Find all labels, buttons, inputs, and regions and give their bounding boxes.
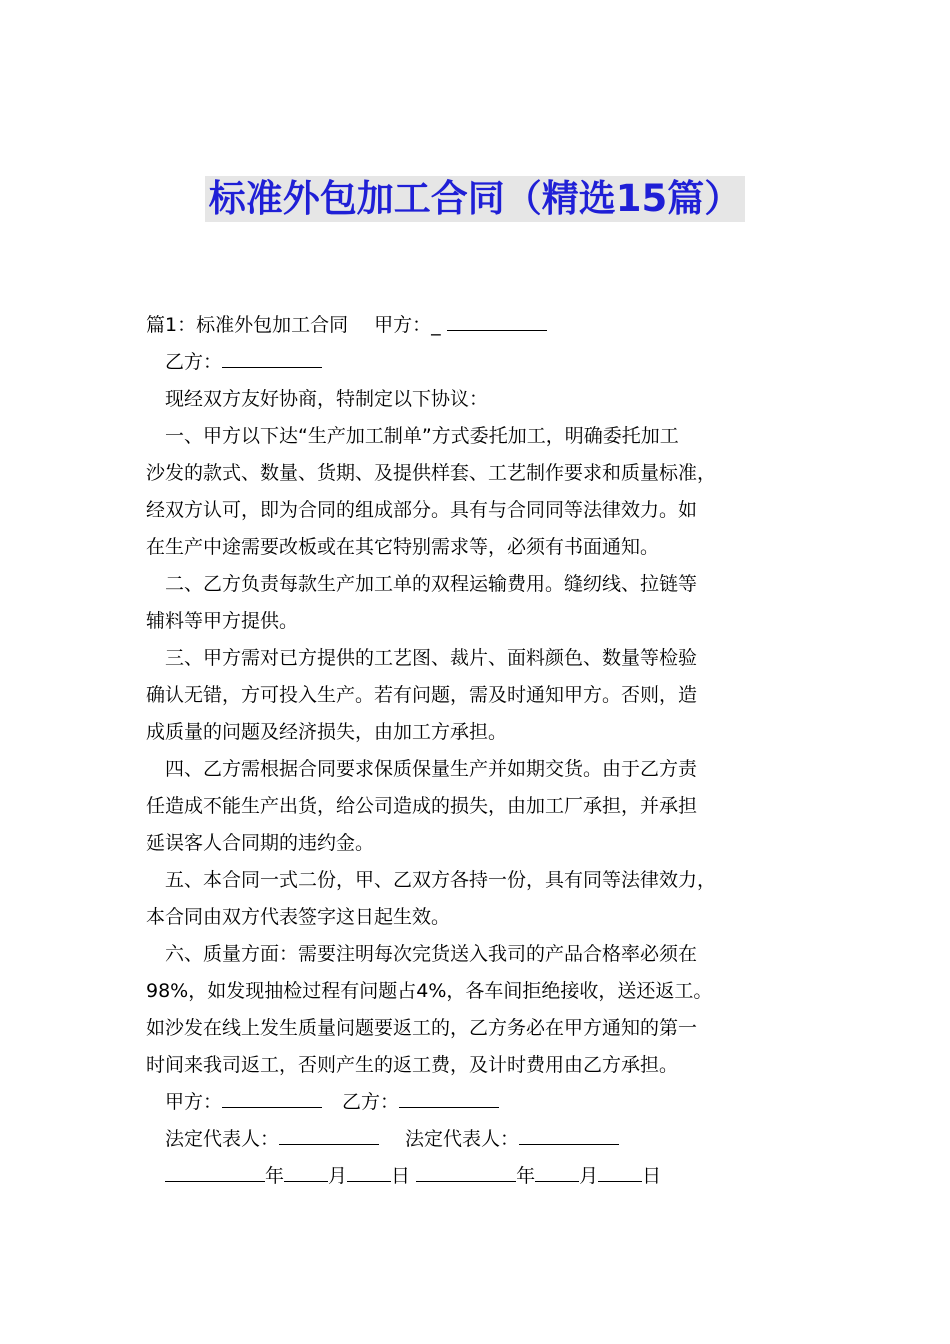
party-a-prefix: _: [431, 314, 441, 336]
rep-b-blank: [519, 1122, 619, 1145]
signature-date-line: [146, 1158, 810, 1195]
date-b-day-blank: [598, 1159, 642, 1182]
clause-1-line-1: 一、甲方以下达“生产加工制单”方式委托加工，明确委托加工: [165, 425, 679, 447]
party-b-line: [146, 344, 810, 381]
rep-a-label: 法定代表人：: [165, 1128, 280, 1150]
clause-1-line-2: 沙发的款式、数量、货期、及提供样套、工艺制作要求和质量标准，: [146, 462, 717, 484]
clause-1-line-3: 经双方认可，即为合同的组成部分。具有与合同同等法律效力。如: [146, 499, 698, 521]
contract-body: [146, 307, 810, 1195]
signature-parties-line: [146, 1084, 810, 1121]
clause-1-line-4: 在生产中途需要改板或在其它特别需求等，必须有书面通知。: [146, 536, 660, 558]
signature-reps-line: [146, 1121, 810, 1158]
date-b-month-label: 月: [579, 1165, 599, 1187]
clause-5-line-1: 五、本合同一式二份，甲、乙双方各持一份，具有同等法律效力，: [165, 869, 717, 891]
date-b-day-label: 日: [642, 1165, 662, 1187]
clause-3-line-1: 三、甲方需对已方提供的工艺图、裁片、面料颜色、数量等检验: [165, 647, 698, 669]
clause-3-line-2: 确认无错，方可投入生产。若有问题，需及时通知甲方。否则，造: [146, 684, 698, 706]
clause-6-line-2: 98%，如发现抽检过程有问题占4%，各车间拒绝接收，送还返工。: [146, 980, 713, 1002]
date-a-month-label: 月: [328, 1165, 348, 1187]
party-b-label: 乙方：: [165, 351, 223, 373]
party-b-blank: [222, 345, 322, 368]
clause-5-line-2: 本合同由双方代表签字这日起生效。: [146, 906, 451, 928]
intro-line: 现经双方友好协商，特制定以下协议：: [165, 388, 489, 410]
clause-3-line-3: 成质量的问题及经济损失，由加工方承担。: [146, 721, 508, 743]
party-a-label: 甲方：: [374, 314, 432, 336]
sign-party-b-label: 乙方：: [342, 1091, 400, 1113]
title-container: [0, 176, 950, 222]
date-a-year-blank: [165, 1159, 265, 1182]
date-a-year-label: 年: [265, 1165, 285, 1187]
document-title: 标准外包加工合同（精选15篇）: [205, 176, 746, 222]
clause-6-line-1: 六、质量方面：需要注明每次完货送入我司的产品合格率必须在: [165, 943, 698, 965]
clause-4-line-3: 延误客人合同期的违约金。: [146, 832, 375, 854]
clause-2-line-1: 二、乙方负责每款生产加工单的双程运输费用。缝纫线、拉链等: [165, 573, 698, 595]
header-line: [146, 307, 810, 344]
chapter-heading: 篇1：标准外包加工合同: [146, 314, 349, 336]
rep-b-label: 法定代表人：: [405, 1128, 520, 1150]
sign-party-a-label: 甲方：: [165, 1091, 223, 1113]
clause-6-line-4: 时间来我司返工，否则产生的返工费，及计时费用由乙方承担。: [146, 1054, 679, 1076]
clause-4-line-2: 任造成不能生产出货，给公司造成的损失，由加工厂承担，并承担: [146, 795, 698, 817]
rep-a-blank: [279, 1122, 379, 1145]
date-a-day-label: 日: [391, 1165, 411, 1187]
sign-party-a-blank: [222, 1085, 322, 1108]
date-a-month-blank: [284, 1159, 328, 1182]
date-b-year-blank: [416, 1159, 516, 1182]
clause-4-line-1: 四、乙方需根据合同要求保质保量生产并如期交货。由于乙方责: [165, 758, 698, 780]
date-b-year-label: 年: [516, 1165, 536, 1187]
party-a-blank: [447, 308, 547, 331]
clause-6-line-3: 如沙发在线上发生质量问题要返工的，乙方务必在甲方通知的第一: [146, 1017, 698, 1039]
sign-party-b-blank: [399, 1085, 499, 1108]
date-b-month-blank: [535, 1159, 579, 1182]
clause-2-line-2: 辅料等甲方提供。: [146, 610, 299, 632]
date-a-day-blank: [347, 1159, 391, 1182]
